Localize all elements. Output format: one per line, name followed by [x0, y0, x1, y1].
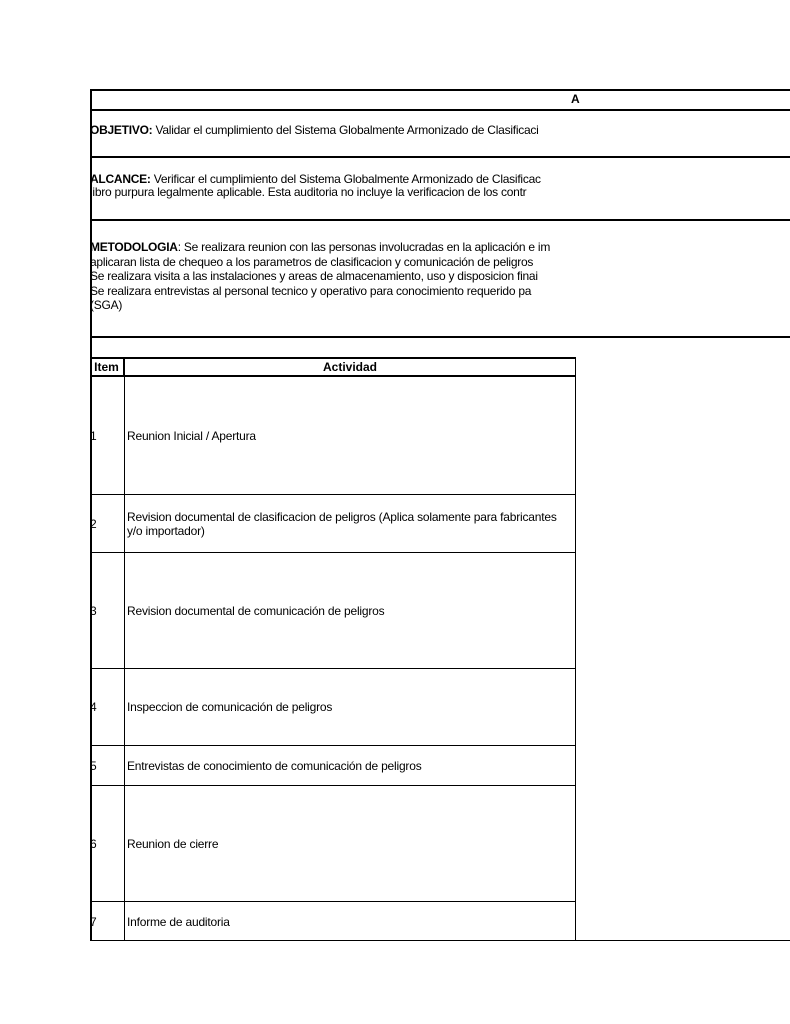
objetivo-text: Validar el cumplimiento del Sistema Globalmente Armonizado de Clasificaci — [152, 123, 539, 137]
metodologia-text-line2: aplicaran lista de chequeo a los parametros de clasificacion y comunicación de peligros — [90, 254, 534, 269]
alcance-text-line1: Verificar el cumplimiento del Sistema Globalmente Armonizado de Clasificac — [150, 172, 541, 186]
table-row — [90, 669, 576, 746]
item-number: 2 — [90, 495, 125, 552]
item-number: 7 — [90, 902, 125, 941]
activities-table-header — [90, 357, 576, 377]
activity-description: Inspeccion de comunicación de peligros — [127, 700, 333, 714]
table-row — [90, 786, 576, 902]
activity-description: Reunion de cierre — [127, 836, 219, 851]
item-number: 6 — [90, 786, 125, 901]
item-number: 3 — [90, 553, 125, 668]
item-number: 5 — [90, 746, 125, 785]
item-number: 4 — [90, 669, 125, 745]
table-row — [90, 377, 576, 495]
activity-description: Revision documental de clasificacion de peligros (Aplica solamente para fabricantes y/o importador) — [127, 509, 557, 538]
metodologia-divider — [90, 336, 790, 338]
alcance-section — [90, 173, 790, 198]
metodologia-text-line4: Se realizara entrevistas al personal tecnico y operativo para conocimiento requerido pa — [90, 283, 532, 298]
metodologia-section — [90, 240, 790, 313]
metodologia-text-line3: Se realizara visita a las instalaciones y areas de almacenamiento, uso y disposicion finai — [90, 269, 538, 283]
objetivo-label: OBJETIVO: — [90, 123, 153, 137]
activity-description: Entrevistas de conocimiento de comunicación de peligros — [127, 758, 422, 773]
objetivo-section — [90, 124, 790, 137]
metodologia-label: METODOLOGIA — [90, 240, 178, 254]
objetivo-divider — [90, 156, 790, 158]
table-row — [90, 746, 576, 786]
alcance-divider — [90, 219, 790, 221]
column-header-item: Item — [90, 359, 125, 375]
document-title: A — [571, 92, 580, 106]
table-row — [90, 902, 576, 941]
alcance-label: ALCANCE: — [90, 172, 151, 186]
title-divider — [90, 109, 790, 111]
metodologia-text-line1: : Se realizara reunion con las personas involucradas en la aplicación e im — [177, 240, 551, 254]
activity-description: Revision documental de comunicación de peligros — [127, 603, 385, 618]
activity-description: Reunion Inicial / Apertura — [127, 428, 256, 443]
top-border — [90, 89, 790, 91]
audit-plan-sheet — [90, 89, 580, 941]
item-number: 1 — [90, 377, 125, 494]
metodologia-text-line5: (SGA) — [90, 298, 123, 312]
table-row — [90, 495, 576, 553]
activity-description: Informe de auditoria — [127, 914, 230, 929]
table-row — [90, 553, 576, 669]
alcance-text-line2: libro purpura legalmente aplicable. Esta auditoria no incluye la verificacion de los contr — [90, 184, 527, 199]
column-header-activity: Actividad — [322, 360, 377, 374]
